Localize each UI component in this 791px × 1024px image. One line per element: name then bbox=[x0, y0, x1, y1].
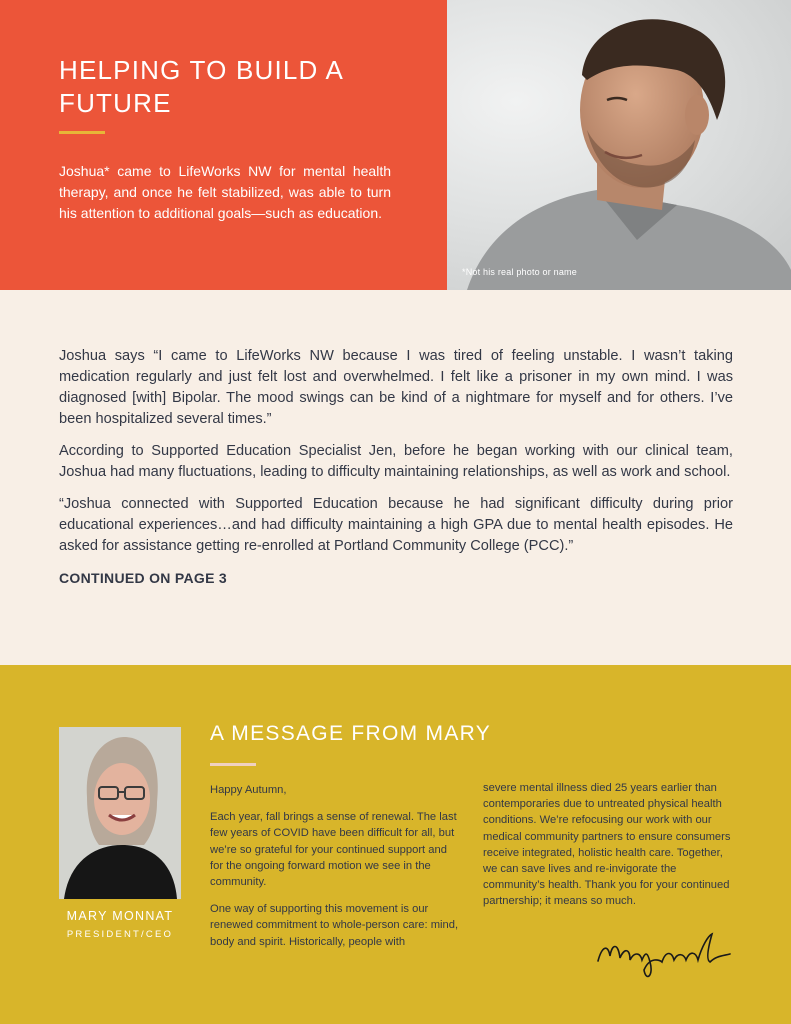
message-divider bbox=[210, 763, 256, 766]
man-portrait-illustration bbox=[447, 0, 791, 290]
mary-name: MARY MONNAT bbox=[66, 909, 174, 923]
story-paragraph: Joshua says “I came to LifeWorks NW because I was tired of feeling unstable. I wasn’t taking medication regularly and just felt lost and overwhelmed. I felt like a prisoner in my own mind. I was diagnosed [with] Bipolar. The mood swings can be kind of a nightmare for myself and for others. I’ve been hospitalized several times.” bbox=[59, 348, 733, 427]
hero-divider bbox=[59, 131, 105, 134]
message-column-1 bbox=[210, 782, 462, 961]
story-paragraph: According to Supported Education Specialist Jen, before he began working with our clinical team, Joshua had many fluctuations, leading to difficulty maintaining relationships, as well as work and school. bbox=[59, 443, 733, 480]
story-paragraph: “Joshua connected with Supported Education because he had significant difficulty during prior educational experiences…and had difficulty maintaining a high GPA due to mental health episodes. He asked for assistance getting re-enrolled at Portland Community College (PCC).” bbox=[59, 496, 733, 554]
hero-intro: Joshua* came to LifeWorks NW for mental health therapy, and once he felt stabilized, was able to turn his attention to additional goals—such as education. bbox=[59, 163, 391, 221]
photo-caption: *Not his real photo or name bbox=[462, 267, 577, 277]
story-section bbox=[59, 346, 733, 589]
message-paragraph: Happy Autumn, bbox=[210, 784, 287, 796]
hero-section bbox=[0, 0, 791, 290]
message-paragraph: One way of supporting this movement is our renewed commitment to whole-person care: mind, body and spirit. Historically, people with bbox=[210, 903, 459, 948]
message-paragraph: severe mental illness died 25 years earlier than contemporaries due to untreated physical health conditions. We’re refocusing our work with our medical community partners to ensure consumers receive integrated, holistic health care. Together, we can save lives and re-invigorate the community’s health. Thank you for your continued partnership; it means so much. bbox=[483, 782, 731, 908]
joshua-photo bbox=[447, 0, 791, 290]
message-title: A MESSAGE FROM MARY bbox=[210, 722, 492, 745]
hero-title: HELPING TO BUILD A FUTURE bbox=[59, 55, 343, 118]
mary-role: PRESIDENT/CEO bbox=[66, 929, 174, 940]
continued-link[interactable]: CONTINUED ON PAGE 3 bbox=[59, 570, 228, 586]
message-column-2 bbox=[483, 780, 735, 921]
message-paragraph: Each year, fall brings a sense of renewal. The last few years of COVID have been difficult for all, but we’re so grateful for your continued support and for the ongoing forward motion we see in the community. bbox=[210, 811, 457, 889]
mary-photo bbox=[59, 727, 181, 899]
woman-portrait-illustration bbox=[59, 727, 181, 899]
hero-panel bbox=[0, 0, 447, 290]
signature bbox=[590, 926, 740, 986]
